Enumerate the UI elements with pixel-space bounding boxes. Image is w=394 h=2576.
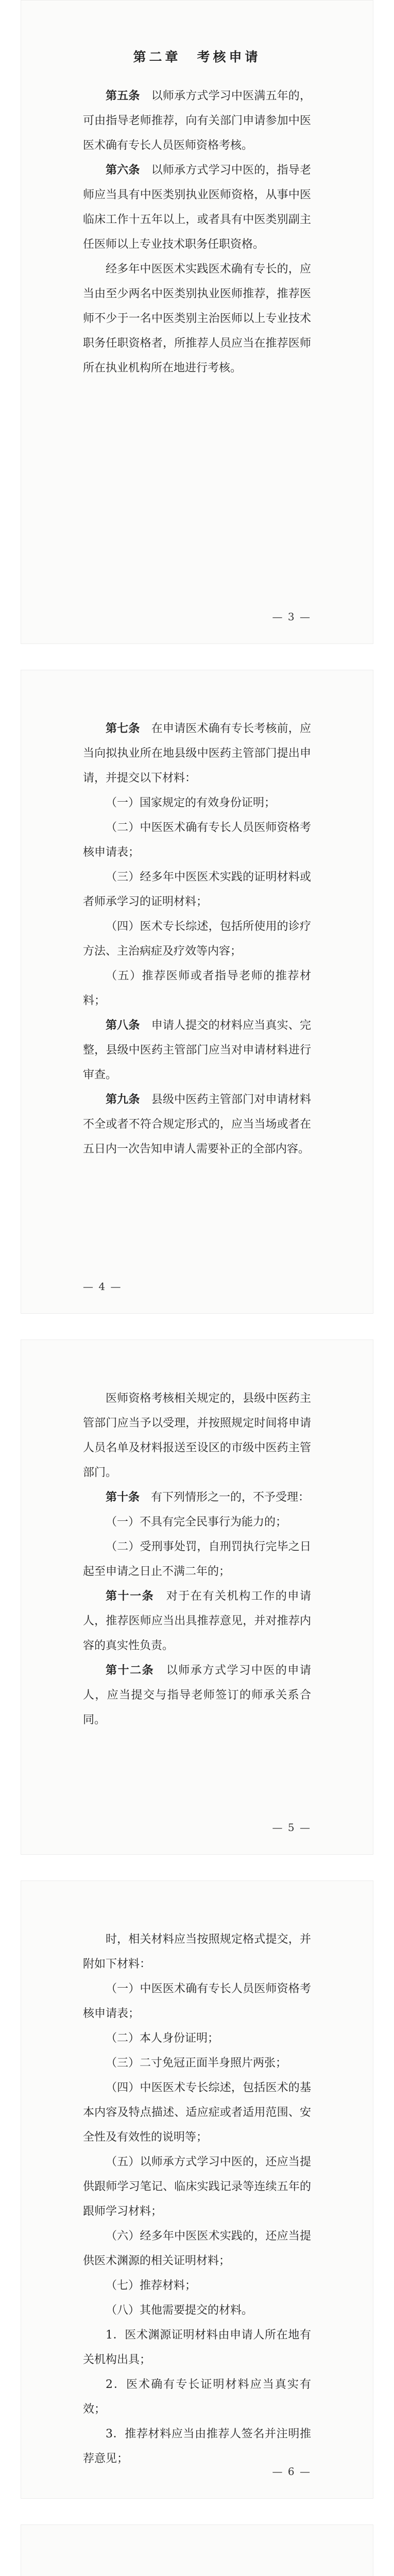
list-item: （三）经多年中医医术实践的证明材料或者师承学习的证明材料； [83,871,311,908]
article-number: 第十一条 [106,1590,155,1603]
paragraph [83,1485,311,1510]
list-item: （二）受刑事处罚，自刑罚执行完毕之日起至申请之日止不满二年的； [83,1540,311,1578]
article-number: 第六条 [106,164,140,177]
list-item: （五）以师承方式学习中医的，还应当提供跟师学习笔记、临床实践记录等连续五年的跟师学习材料； [83,2156,311,2218]
paragraph [83,2571,311,2576]
list-item: （二）中医医术确有专长人员医师资格考核申请表； [83,821,311,859]
article-number: 第七条 [106,722,140,735]
paragraph-text: 医师资格考核相关规定的，县级中医药主管部门应当予以受理，并按照规定时间将申请人员名单及材料报送至设区的市级中医药主管部门。 [83,1392,311,1479]
article-number: 第九条 [106,1093,140,1106]
paragraph [83,1088,311,1162]
document-page [21,670,373,1314]
document-page [21,0,373,644]
list-item: （七）推荐材料； [106,2279,197,2292]
article-number: 第八条 [106,1019,140,1032]
paragraph [83,1927,311,1977]
list-item: （五）推荐医师或者指导老师的推荐材料； [83,970,311,1007]
list-item: （八）其他需要提交的材料。 [106,2304,253,2317]
list-item: （一）不具有完全民事行为能力的； [106,1516,287,1529]
paragraph-text: 对于在有关机构工作的申请人，推荐医师应当出具推荐意见，并对推荐内容的真实性负责。 [83,1590,311,1652]
page-number: — 3 — [272,611,311,623]
paragraph-text: 以师承方式学习中医满五年的，可由指导老师推荐，向有关部门申请参加中医医术确有专长人员医师资格考核。 [83,90,311,152]
chapter-title: 第二章 考核申请 [133,49,261,64]
paragraph [83,84,311,158]
list-item: （三）二寸免冠正面半身照片两张； [106,2057,287,2070]
paragraph-text: 以师承方式学习中医的申请人，应当提交与指导老师签订的师承关系合同。 [83,1664,311,1726]
list-item: 3．推荐材料应当由推荐人签名并注明推荐意见； [83,2428,311,2465]
paragraph [83,257,311,381]
list-item: 1．医术渊源证明材料由申请人所在地有关机构出具； [83,2329,311,2366]
paragraph-text: 有下列情形之一的，不予受理： [151,1491,310,1504]
paragraph-text: 在申请医术确有专长考核前，应当向拟执业所在地县级中医药主管部门提出申请，并提交以下材料： [83,722,311,785]
paragraph [83,1584,311,1658]
list-item: 2．医术确有专长证明材料应当真实有效； [83,2378,311,2416]
document-page [21,1340,373,1855]
paragraph [83,717,311,791]
list-item: （六）经多年中医医术实践的，还应当提供医术渊源的相关证明材料； [83,2230,311,2267]
page-number: — 6 — [272,2465,311,2478]
list-item: （四）中医医术专长综述，包括医术的基本内容及特点描述、适应症或者适用范围、安全性及有效性的说明等； [83,2081,311,2144]
article-number: 第十条 [106,1491,140,1504]
list-item: （二）本人身份证明； [106,2032,219,2045]
list-item: （一）国家规定的有效身份证明； [106,796,276,809]
document-page [21,1880,373,2499]
paragraph-text: 以师承方式学习中医的，指导老师应当具有中医类别执业医师资格，从事中医临床工作十五年以上，或者具有中医类别副主任医师以上专业技术职务任职资格。 [83,164,311,251]
paragraph-text: 经多年中医医术实践医术确有专长的，应当由至少两名中医类别执业医师推荐，推荐医师不少于一名中医类别主治医师以上专业技术职务任职资格者，所推荐人员应当在推荐医师所在执业机构所在地进行考核。 [83,263,311,375]
article-number: 第五条 [106,90,140,103]
page-number: — 5 — [272,1821,311,1834]
paragraph [83,1013,311,1088]
paragraph [83,1386,311,1485]
page-number: — 4 — [83,1280,122,1293]
paragraph-text: 县级中医药主管部门对申请材料不全或者不符合规定形式的，应当当场或者在五日内一次告知申请人需要补正的全部内容。 [83,1093,311,1156]
article-number: 第十二条 [106,1664,155,1677]
document-page [21,2524,373,2576]
paragraph [83,1658,311,1733]
list-item: （一）中医医术确有专长人员医师资格考核申请表； [83,1982,311,2020]
paragraph [83,158,311,257]
paragraph-text: 申请人提交的材料应当真实、完整，县级中医药主管部门应当对申请材料进行审查。 [83,1019,311,1081]
paragraph-text: 时，相关材料应当按照规定格式提交，并附如下材料： [83,1933,311,1971]
list-item: （四）医术专长综述，包括所使用的诊疗方法、主治病症及疗效等内容； [83,920,311,958]
